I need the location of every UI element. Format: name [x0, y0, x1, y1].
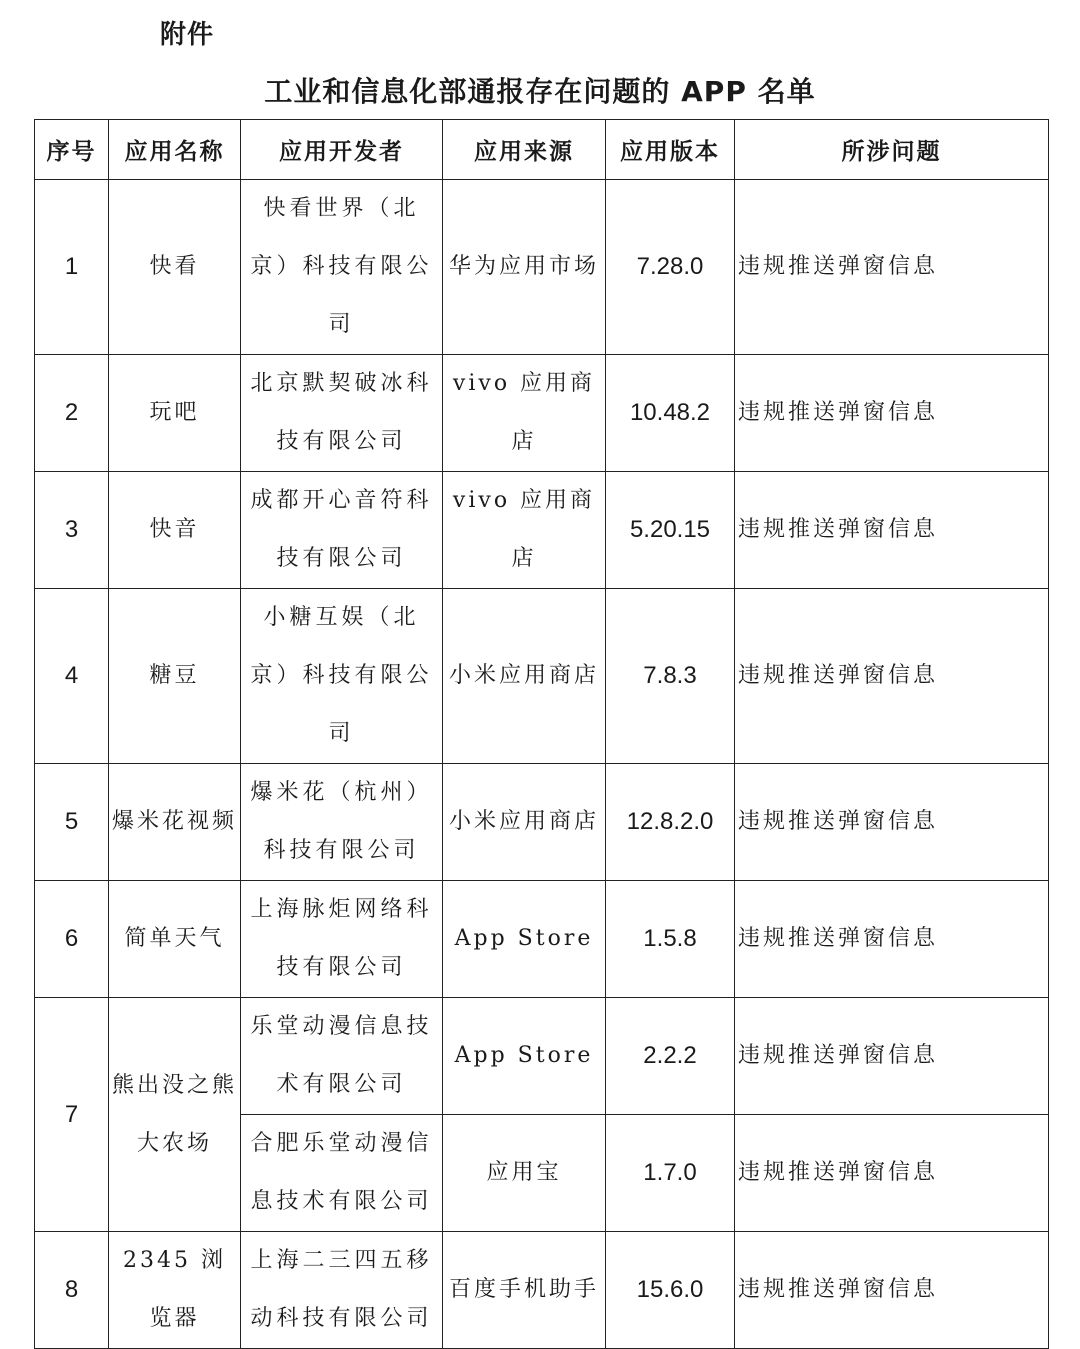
row-app-name: 2345 浏览器	[109, 1232, 241, 1349]
row-index: 1	[35, 180, 109, 355]
row-version: 1.7.0	[606, 1115, 735, 1232]
header-app-name: 应用名称	[109, 120, 241, 180]
row-source: App Store	[443, 881, 606, 998]
document-title: 工业和信息化部通报存在问题的 APP 名单	[264, 75, 816, 108]
row-index: 3	[35, 472, 109, 589]
row-version: 1.5.8	[606, 881, 735, 998]
row-version: 7.28.0	[606, 180, 735, 355]
row-app-name: 简单天气	[109, 881, 241, 998]
header-source: 应用来源	[443, 120, 606, 180]
row-version: 15.6.0	[606, 1232, 735, 1349]
row-index: 4	[35, 589, 109, 764]
row-developer: 快看世界（北京）科技有限公司	[241, 180, 443, 355]
row-issue: 违规推送弹窗信息	[735, 881, 1049, 998]
table-row	[35, 881, 1049, 998]
row-issue: 违规推送弹窗信息	[735, 1232, 1049, 1349]
row-developer: 上海脉炬网络科技有限公司	[241, 881, 443, 998]
row-issue: 违规推送弹窗信息	[735, 355, 1049, 472]
row-source: App Store	[443, 998, 606, 1115]
row-issue: 违规推送弹窗信息	[735, 1115, 1049, 1232]
row-issue: 违规推送弹窗信息	[735, 764, 1049, 881]
row-source: 小米应用商店	[443, 764, 606, 881]
row-app-name: 糖豆	[109, 589, 241, 764]
row-developer: 成都开心音符科技有限公司	[241, 472, 443, 589]
table-row	[35, 472, 1049, 589]
row-version: 7.8.3	[606, 589, 735, 764]
row-version: 10.48.2	[606, 355, 735, 472]
row-app-name: 爆米花视频	[109, 764, 241, 881]
row-issue: 违规推送弹窗信息	[735, 180, 1049, 355]
table-row	[35, 1232, 1049, 1349]
app-list-table	[34, 119, 1049, 1349]
header-index: 序号	[35, 120, 109, 180]
row-source: vivo 应用商店	[443, 355, 606, 472]
header-developer: 应用开发者	[241, 120, 443, 180]
row-developer: 上海二三四五移动科技有限公司	[241, 1232, 443, 1349]
row-issue: 违规推送弹窗信息	[735, 589, 1049, 764]
table-row	[35, 589, 1049, 764]
row-issue: 违规推送弹窗信息	[735, 472, 1049, 589]
row-version: 5.20.15	[606, 472, 735, 589]
row-index: 7	[35, 998, 109, 1232]
row-app-name: 快音	[109, 472, 241, 589]
table-row	[35, 764, 1049, 881]
attachment-label: 附件	[160, 20, 215, 50]
table-row	[35, 355, 1049, 472]
row-developer: 小糖互娱（北京）科技有限公司	[241, 589, 443, 764]
row-index: 8	[35, 1232, 109, 1349]
row-issue: 违规推送弹窗信息	[735, 998, 1049, 1115]
row-index: 5	[35, 764, 109, 881]
row-developer: 北京默契破冰科技有限公司	[241, 355, 443, 472]
row-source: 小米应用商店	[443, 589, 606, 764]
row-app-name: 玩吧	[109, 355, 241, 472]
row-developer: 爆米花（杭州）科技有限公司	[241, 764, 443, 881]
row-source: 百度手机助手	[443, 1232, 606, 1349]
table-row	[35, 998, 1049, 1115]
row-developer: 合肥乐堂动漫信息技术有限公司	[241, 1115, 443, 1232]
row-index: 6	[35, 881, 109, 998]
table-row	[35, 180, 1049, 355]
header-version: 应用版本	[606, 120, 735, 180]
row-version: 2.2.2	[606, 998, 735, 1115]
table-header-row	[35, 120, 1049, 180]
row-version: 12.8.2.0	[606, 764, 735, 881]
row-developer: 乐堂动漫信息技术有限公司	[241, 998, 443, 1115]
row-app-name: 熊出没之熊大农场	[109, 998, 241, 1232]
row-app-name: 快看	[109, 180, 241, 355]
header-issue: 所涉问题	[735, 120, 1049, 180]
row-source: 华为应用市场	[443, 180, 606, 355]
row-source: vivo 应用商店	[443, 472, 606, 589]
row-index: 2	[35, 355, 109, 472]
row-source: 应用宝	[443, 1115, 606, 1232]
